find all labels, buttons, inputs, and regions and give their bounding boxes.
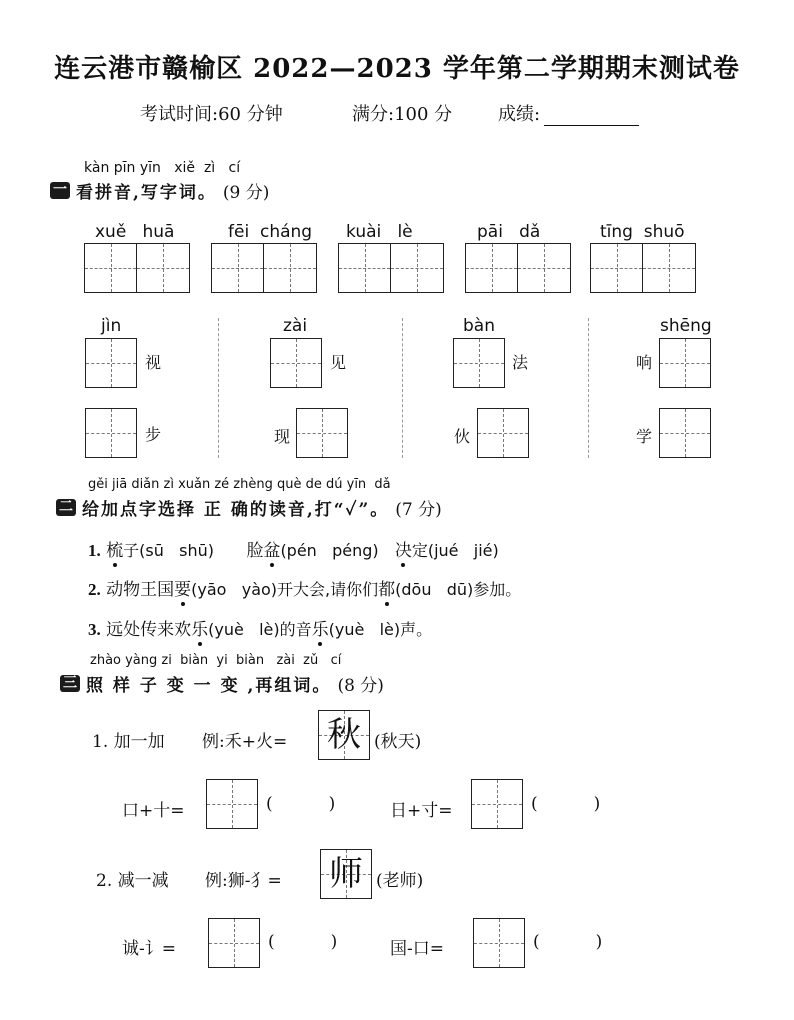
row3-char-3: 伙 [454, 427, 471, 446]
q3-options-2[interactable]: (yuè lè)声。 [328, 620, 433, 639]
example-answer-char: 师 [329, 854, 363, 894]
exam-time: 考试时间:60 分钟 [140, 104, 283, 125]
answer-box[interactable] [206, 779, 258, 829]
q2-options-1[interactable]: (yāo yào)开大会,请你们 [191, 580, 379, 599]
example-answer-box [320, 849, 372, 899]
q2-number: 2. [88, 580, 101, 599]
answer-box[interactable] [85, 338, 137, 388]
word-pinyin-4: pāi dǎ [477, 222, 541, 242]
q3-options-1[interactable]: (yuè lè)的音 [208, 620, 312, 639]
question-2-3 [88, 615, 432, 640]
section2-text: 给加点字选择 正 确的读音,打“✓”。 [82, 500, 390, 520]
q2-options-2[interactable]: (dōu dū)参加。 [395, 580, 522, 599]
row2-pinyin-2: zài [283, 316, 308, 336]
q1-dotted-char-b: 盆 [263, 536, 280, 561]
q1-options-c[interactable]: 定(jué jié) [411, 541, 499, 560]
q1-dotted-char-a: 梳 [106, 536, 123, 561]
row2-char-4: 响 [636, 353, 653, 372]
answer-box-word-4[interactable] [465, 243, 571, 293]
word-pinyin-1: xuě huā [95, 222, 175, 242]
column-divider [402, 318, 403, 458]
row3-char-4: 学 [636, 427, 653, 446]
q3-dotted-char-2: 乐 [312, 615, 329, 640]
part2-label: 2. 减一减 [96, 871, 169, 891]
q3-pre: 远处传来欢 [106, 620, 192, 640]
answer-box[interactable] [270, 338, 322, 388]
answer-box[interactable] [296, 408, 348, 458]
word-pinyin-5: tīng shuō [600, 222, 685, 242]
part2-example: 例:狮-犭= [205, 871, 282, 891]
section3-heading [60, 671, 384, 696]
q3-number: 3. [88, 620, 101, 639]
q2-dotted-char-2: 都 [378, 575, 395, 600]
section1-pinyin: kàn pīn yīn xiě zì cí [84, 160, 241, 176]
section1-heading [50, 178, 269, 203]
row3-char-2: 现 [274, 427, 291, 446]
word-pinyin-2: fēi cháng [228, 222, 313, 242]
q1-char-b: 脸 [246, 541, 264, 561]
example-answer-char: 秋 [327, 715, 361, 755]
row2-pinyin-3: bàn [463, 316, 495, 336]
column-divider [218, 318, 219, 458]
q3-dotted-char-1: 乐 [191, 615, 208, 640]
answer-box-word-5[interactable] [590, 243, 696, 293]
part2-item-1: 诚-讠= [122, 939, 176, 959]
answer-box[interactable] [208, 918, 260, 968]
word-blank[interactable]: ( ) [533, 932, 603, 952]
q1-dotted-char-c: 决 [395, 536, 412, 561]
question-2-2 [88, 575, 521, 600]
answer-box-word-2[interactable] [211, 243, 317, 293]
q2-pre: 动物王国 [106, 580, 175, 600]
section1-points: (9 分) [222, 183, 270, 203]
answer-box-word-1[interactable] [84, 243, 190, 293]
full-score: 满分:100 分 [352, 104, 453, 125]
word-pinyin-3: kuài lè [346, 222, 413, 242]
score-blank[interactable] [544, 107, 639, 126]
word-blank[interactable]: ( ) [531, 794, 601, 814]
answer-box[interactable] [659, 338, 711, 388]
score-field [498, 100, 639, 126]
page-title: 连云港市赣榆区 2022—2023 学年第二学期期末测试卷 [54, 54, 740, 84]
row2-char-2: 见 [330, 353, 347, 372]
answer-box[interactable] [473, 918, 525, 968]
example-answer-box [318, 710, 370, 760]
word-blank[interactable]: ( ) [266, 794, 336, 814]
row2-char-3: 法 [512, 353, 529, 372]
row2-char-1: 视 [145, 353, 162, 372]
part2-item-2: 国-口= [390, 939, 444, 959]
row2-pinyin-1: jìn [101, 316, 122, 336]
score-label: 成绩: [498, 104, 541, 125]
question-2-1 [88, 536, 499, 561]
answer-box-word-3[interactable] [338, 243, 444, 293]
answer-box[interactable] [85, 408, 137, 458]
answer-box[interactable] [453, 338, 505, 388]
answer-box[interactable] [471, 779, 523, 829]
section1-text: 看拼音,写字词。 [76, 183, 217, 203]
q1-options-b[interactable]: (pén péng) [280, 541, 379, 560]
q1-number: 1. [88, 541, 101, 560]
section2-heading [56, 495, 442, 520]
part1-item-2: 日+寸= [390, 801, 453, 821]
word-blank[interactable]: ( ) [268, 932, 338, 952]
section3-points: (8 分) [337, 676, 384, 696]
row2-pinyin-4: shēng [660, 316, 712, 336]
column-divider [588, 318, 589, 458]
section2-points: (7 分) [395, 500, 442, 520]
answer-box[interactable] [659, 408, 711, 458]
section3-text: 照 样 子 变 一 变 ,再组词。 [86, 676, 332, 696]
part1-label: 1. 加一加 [92, 732, 165, 752]
part1-item-1: 口+十= [122, 801, 185, 821]
q2-dotted-char-1: 要 [174, 575, 191, 600]
section3-badge: 三 [60, 675, 80, 692]
q1-options-a[interactable]: 子(sū shū) [123, 541, 214, 560]
part1-example: 例:禾+火= [202, 732, 288, 752]
part1-example-word: (秋天) [374, 732, 422, 752]
section2-badge: 二 [56, 499, 76, 516]
row3-char-1: 步 [145, 425, 162, 444]
section3-pinyin: zhào yàng zi biàn yi biàn zài zǔ cí [90, 653, 342, 668]
part2-example-word: (老师) [376, 871, 424, 891]
section2-pinyin: gěi jiā diǎn zì xuǎn zé zhèng què de dú yīn dǎ [88, 477, 391, 492]
answer-box[interactable] [477, 408, 529, 458]
section1-badge: 一 [50, 182, 70, 199]
